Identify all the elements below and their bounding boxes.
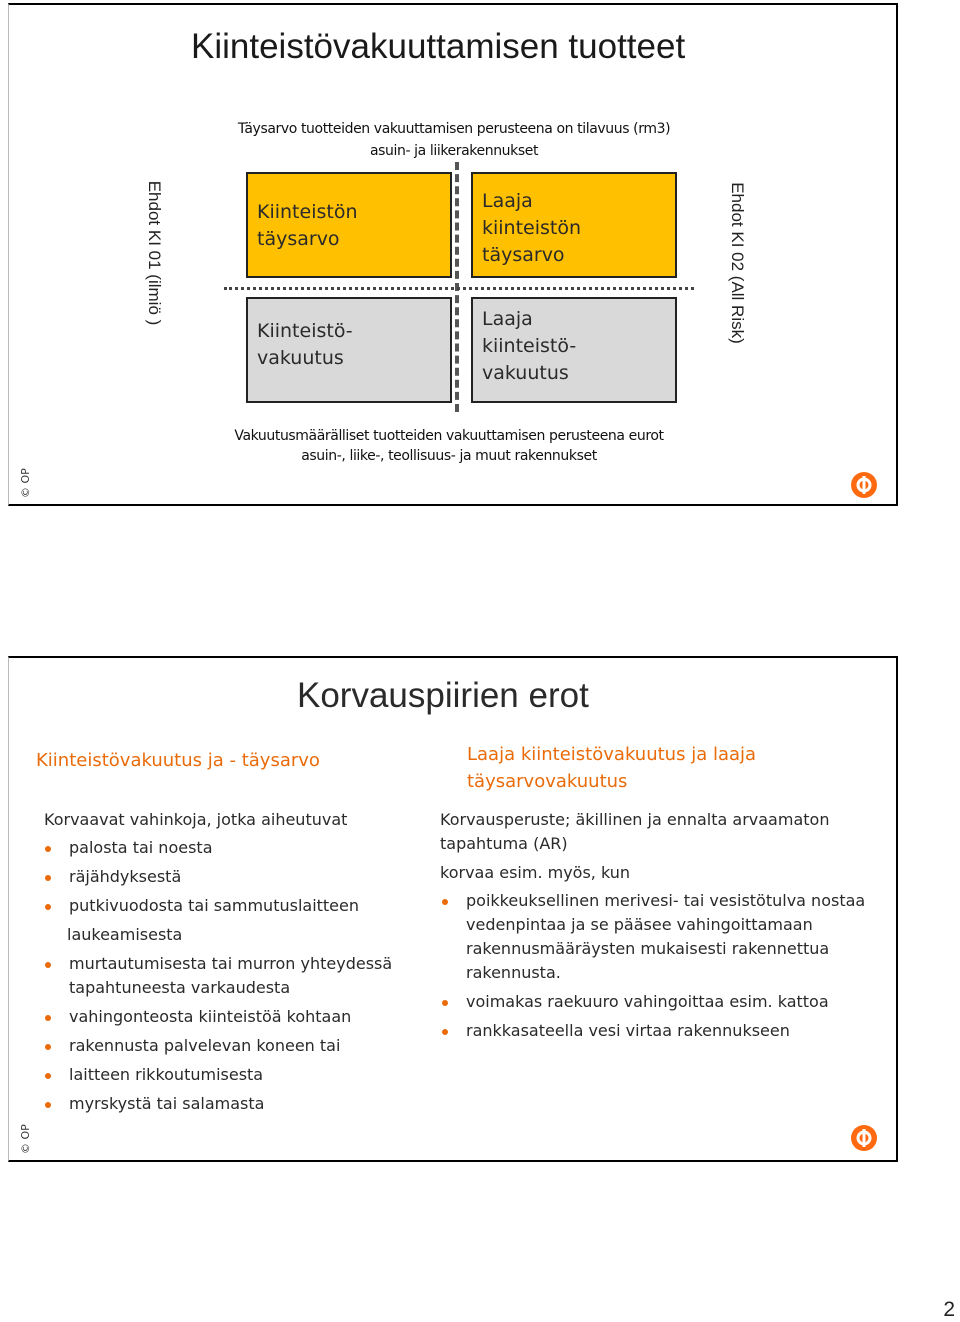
right-column-heading: Laaja kiinteistövakuutus ja laaja täysarvovakuutus [467,744,757,792]
box-kiinteistovakuutus: Kiinteistö- vakuutus [246,297,452,403]
slide-products [8,3,898,506]
list-item: putkivuodosta tai sammutuslaitteen [39,894,439,918]
box-laaja-kiinteistovakuutus: Laaja kiinteistö- vakuutus [471,297,677,403]
amount-note-line1: Vakuutusmäärälliset tuotteiden vakuuttamisen perusteena eurot [234,428,664,444]
list-item: rakennusta palvelevan koneen tai [39,1034,439,1058]
slide-coverage-differences [8,656,898,1162]
slide-title: Kiinteistövakuuttamisen tuotteet [191,27,686,66]
right-intro-2: korvaa esim. myös, kun [440,863,631,882]
list-item: poikkeuksellinen merivesi- tai vesistötulva nostaa vedenpintaa ja se pääsee vahingoittamaan rakennusmääräysten mukaisesti rakennettua rakennusta. [436,889,876,985]
list-item: palosta tai noesta [39,836,439,860]
terms-ki02-label: Ehdot KI 02 (All Risk) [728,182,747,344]
list-item: murtautumisesta tai murron yhteydessä tapahtuneesta varkaudesta [39,952,439,1000]
page-number: 2 [943,1298,955,1321]
list-item: vahingonteosta kiinteistöä kohtaan [39,1005,439,1029]
volume-note-line1: Täysarvo tuotteiden vakuuttamisen perusteena on tilavuus (rm3) [237,121,671,137]
copyright-label: © OP [19,468,32,498]
right-intro: Korvausperuste; äkillinen ja ennalta arvaamaton tapahtuma (AR) [440,810,830,853]
copyright-label: © OP [19,1124,32,1154]
volume-note-line2: asuin- ja liikerakennukset [369,143,539,159]
right-bullet-list [436,889,876,1048]
amount-note-line2: asuin-, liike-, teollisuus- ja muut rakennukset [301,448,597,464]
list-item: laitteen rikkoutumisesta [39,1063,439,1087]
horizontal-dotted-divider [224,287,694,290]
op-logo-icon [851,472,877,498]
op-logo-icon [851,1125,877,1151]
box-kiinteiston-taysarvo: Kiinteistön täysarvo [246,172,452,278]
list-item: räjähdyksestä [39,865,439,889]
left-column-heading: Kiinteistövakuutus ja - täysarvo [36,750,320,771]
list-item: myrskystä tai salamasta [39,1092,439,1116]
slide-title: Korvauspiirien erot [297,676,589,715]
terms-ki01-label: Ehdot KI 01 (ilmiö ) [145,180,164,326]
left-intro: Korvaavat vahinkoja, jotka aiheutuvat [44,810,348,829]
list-item: laukeamisesta [67,925,183,944]
left-bullet-list [39,836,439,1121]
box-laaja-kiinteiston-taysarvo: Laaja kiinteistön täysarvo [471,172,677,278]
list-item: voimakas raekuuro vahingoittaa esim. kattoa [436,990,876,1014]
list-item: rankkasateella vesi virtaa rakennukseen [436,1019,876,1043]
